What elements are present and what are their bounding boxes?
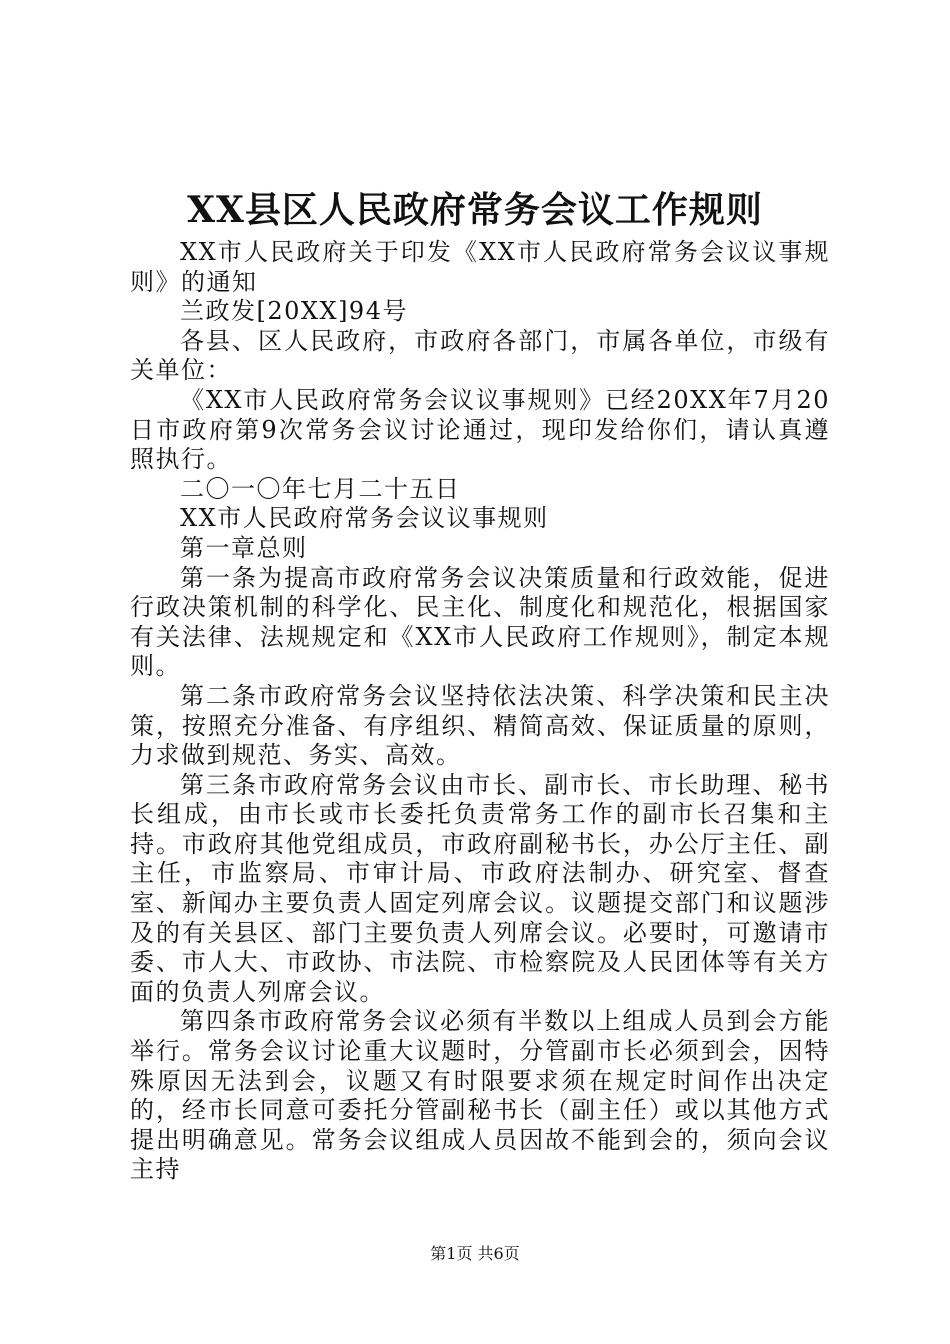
notice-date: 二〇一〇年七月二十五日 [180,474,461,503]
chapter-heading: 第一章总则 [180,533,308,562]
article-1: 第一条为提高市政府常务会议决策质量和行政效能，促进行政决策机制的科学化、民主化、制度化和规范化，根据国家有关法律、法规规定和《XX市人民政府工作规则》，制定本规则。 [130,563,830,681]
document-number: 兰政发[20XX]94号 [180,297,408,326]
article-4: 第四条市政府常务会议必须有半数以上组成人员到会方能举行。常务会议讨论重大议题时，分管副市长必须到会，因特殊原因无法到会，议题又有时限要求须在规定时间作出决定的，经市长同意可委托分管副秘书长（副主任）或以其他方式提出明确意见。常务会议组成人员因故不能到会的，须向会议主持 [130,1007,830,1184]
notice-heading: XX市人民政府关于印发《XX市人民政府常务会议议事规则》的通知 [130,238,830,296]
article-2: 第二条市政府常务会议坚持依法决策、科学决策和民主决策，按照充分准备、有序组织、精简高效、保证质量的原则，力求做到规范、务实、高效。 [130,681,830,770]
addressees: 各县、区人民政府，市政府各部门，市属各单位，市级有关单位： [130,326,830,385]
document-body [130,238,830,1185]
page-footer: 第1页 共6页 [430,1244,520,1263]
rules-title: XX市人民政府常务会议议事规则 [180,504,549,533]
article-3: 第三条市政府常务会议由市长、副市长、市长助理、秘书长组成，由市长或市长委托负责常务工作的副市长召集和主持。市政府其他党组成员，市政府副秘书长，办公厅主任、副主任，市监察局、市审计局、市政府法制办、研究室、督查室、新闻办主要负责人固定列席会议。议题提交部门和议题涉及的有关县区、部门主要负责人列席会议。必要时，可邀请市委、市人大、市政协、市法院、市检察院及人民团体等有关方面的负责人列席会议。 [130,770,830,1006]
document-title: XX县区人民政府常务会议工作规则 [187,189,763,231]
notice-text: 《XX市人民政府常务会议议事规则》已经20XX年7月20日市政府第9次常务会议讨论通过，现印发给你们，请认真遵照执行。 [130,385,830,474]
